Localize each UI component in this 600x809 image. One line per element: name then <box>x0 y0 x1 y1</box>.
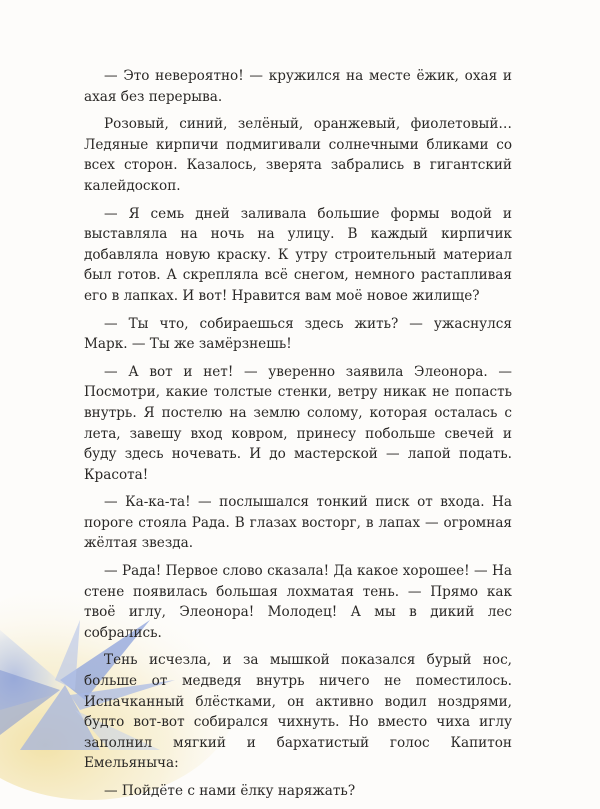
paragraph: — Это невероятно! — кружился на месте ёжик, охая и ахая без перерыва. <box>84 68 512 105</box>
paragraph: — А вот и нет! — уверенно заявила Элеонора. — Посмотри, какие толстые стенки, ветру никак не попасть внутрь. Я постелю на землю солому, которая осталась с лета, завешу вход ковром, принесу побольше свечей и буду здесь ночевать. И до мастерской — лапой подать. Красота! <box>84 363 512 483</box>
paragraph: — Ка-ка-та! — послышался тонкий писк от входа. На пороге стояла Рада. В глазах восторг, в лапах — огромная жёлтая звезда. <box>84 494 512 552</box>
paragraph: Тень исчезла, и за мышкой показался бурый нос, больше от медведя внутрь ничего не поместилось. Испачканный блёстками, он активно водил ноздрями, будто вот-вот собирался чихнуть. Но вместо чиха иглу заполнил мягкий и бархатистый голос Капитон Емельяныча: <box>84 652 512 772</box>
paragraph: — Я семь дней заливала большие формы водой и выставляла на ночь на улицу. В каждый кирпичик добавляла новую краску. К утру строительный материал был готов. А скрепляла всё снегом, немного растапливая его в лапках. И вот! Нравится вам моё новое жилище? <box>84 205 512 304</box>
paragraph: — Рада! Первое слово сказала! Да какое хорошее! — На стене появилась большая лохматая тень. — Прямо как твоё иглу, Элеонора! Молодец! А мы в дикий лес собрались. <box>84 563 512 641</box>
paragraph: — Ты что, собираешься здесь жить? — ужаснулся Марк. — Ты же замёрзнешь! <box>84 315 512 353</box>
story-text <box>84 66 512 809</box>
paragraph: — Пойдёте с нами ёлку наряжать? <box>104 783 356 799</box>
paragraph: Розовый, синий, зелёный, оранжевый, фиолетовый… Ледяные кирпичи подмигивали солнечными бликами со всех сторон. Казалось, зверята забрались в гигантский калейдоскоп. <box>84 116 512 194</box>
